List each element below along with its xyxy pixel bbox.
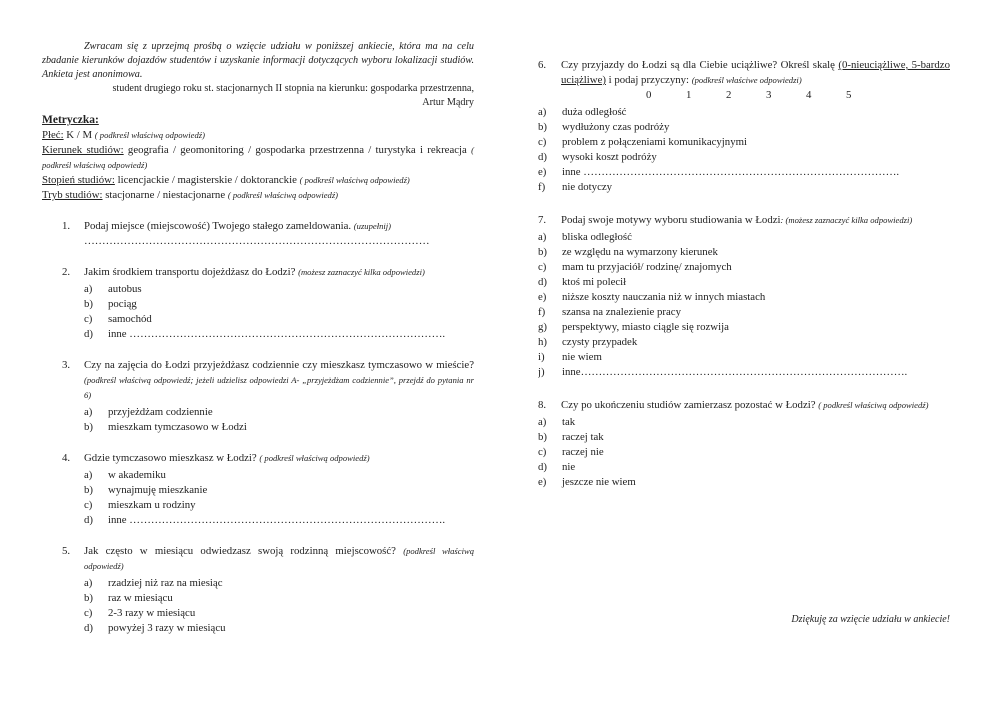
question-text: Jak często w miesiącu odwiedzasz swoją rodzinną miejscowość? bbox=[84, 545, 404, 557]
option[interactable]: d) inne ……………………………………………………………………………. bbox=[84, 514, 446, 526]
options-list bbox=[84, 405, 474, 435]
left-column bbox=[42, 40, 474, 636]
metryczka-tryb bbox=[42, 188, 474, 203]
kierunek-label: Kierunek studiów: bbox=[42, 144, 124, 156]
option[interactable]: e) jeszcze nie wiem bbox=[538, 476, 636, 488]
option[interactable]: e) inne ……………………………………………………………………………. bbox=[538, 166, 900, 178]
author-name: Artur Mądry bbox=[422, 97, 474, 108]
question-text: Podaj swoje motywy wyboru studiowania w Łodzi bbox=[561, 214, 781, 226]
option[interactable]: c) mieszkam u rodziny bbox=[84, 499, 196, 511]
question-5 bbox=[42, 544, 474, 636]
tryb-value[interactable]: stacjonarne / niestacjonarne bbox=[102, 189, 228, 201]
question-hint: ( podkreśl właściwą odpowiedź) bbox=[818, 400, 929, 410]
option[interactable]: e) niższe koszty nauczania niż w innych miastach bbox=[538, 291, 766, 303]
scale-2[interactable]: 2 bbox=[726, 89, 732, 101]
option[interactable]: h) czysty przypadek bbox=[538, 336, 638, 348]
option[interactable]: d) ktoś mi polecił bbox=[538, 276, 627, 288]
option[interactable]: b) pociąg bbox=[84, 298, 137, 310]
question-3 bbox=[42, 358, 474, 435]
thank-you-note: Dziękuję za wzięcie udziału w ankiecie! bbox=[791, 614, 950, 625]
option[interactable]: b) raczej tak bbox=[538, 431, 604, 443]
option[interactable]: c) samochód bbox=[84, 313, 152, 325]
option[interactable]: a) autobus bbox=[84, 283, 142, 295]
option[interactable]: c) 2-3 razy w miesiącu bbox=[84, 607, 196, 619]
option[interactable]: g) perspektywy, miasto ciągle się rozwija bbox=[538, 321, 729, 333]
question-number: 2. bbox=[62, 266, 71, 278]
question-7 bbox=[538, 213, 950, 380]
question-2 bbox=[42, 265, 474, 342]
question-text: Czy na zajęcia do Łodzi przyjeżdżasz codziennie czy mieszkasz tymczasowo w mieście? bbox=[84, 359, 474, 371]
options-list bbox=[538, 415, 950, 490]
option[interactable]: a) rzadziej niż raz na miesiąc bbox=[84, 577, 223, 589]
option[interactable]: b) mieszkam tymczasowo w Łodzi bbox=[84, 421, 247, 433]
kierunek-hint: ( podkreśl właściwą odpowiedź) bbox=[42, 145, 474, 170]
option[interactable]: c) problem z połączeniami komunikacyjnymi bbox=[538, 136, 747, 148]
options-list bbox=[538, 105, 950, 195]
question-number: 1. bbox=[62, 220, 71, 232]
question-number: 5. bbox=[62, 545, 71, 557]
question-text: Podaj miejsce (miejscowość) Twojego stałego zameldowania. bbox=[84, 220, 354, 232]
question-number: 8. bbox=[538, 399, 547, 411]
plec-value[interactable]: K / M bbox=[63, 129, 95, 141]
plec-label: Płeć: bbox=[42, 129, 64, 141]
question-hint: (możesz zaznaczyć kilka odpowiedzi) bbox=[298, 267, 425, 277]
scale-4[interactable]: 4 bbox=[806, 89, 812, 101]
option[interactable]: d) powyżej 3 razy w miesiącu bbox=[84, 622, 226, 634]
right-column bbox=[538, 58, 950, 490]
option[interactable]: b) raz w miesiącu bbox=[84, 592, 173, 604]
option[interactable]: a) przyjeżdżam codziennie bbox=[84, 406, 213, 418]
options-list bbox=[538, 230, 950, 380]
scale-5[interactable]: 5 bbox=[846, 89, 852, 101]
stopien-hint: ( podkreśl właściwą odpowiedź) bbox=[299, 175, 410, 185]
plec-hint: ( podkreśl właściwą odpowiedź) bbox=[94, 130, 205, 140]
option[interactable]: a) w akademiku bbox=[84, 469, 166, 481]
option[interactable]: d) inne ……………………………………………………………………………. bbox=[84, 328, 446, 340]
question-8 bbox=[538, 398, 950, 490]
question-hint: ( podkreśl właściwą odpowiedź) bbox=[259, 453, 370, 463]
answer-line[interactable]: …………………………………………………………………………………… bbox=[84, 235, 430, 247]
intro-text: Zwracam się z uprzejmą prośbą o wzięcie udziału w poniższej ankiecie, która ma na celu zbadanie kierunków dojazdów studentów i uzyskanie informacji dotyczących wyboru lokalizacji studiów. Ankieta jest anonimowa. bbox=[42, 41, 474, 80]
option[interactable]: j) inne………………………………………………………………………………. bbox=[538, 366, 908, 378]
question-text: Gdzie tymczasowo mieszkasz w Łodzi? bbox=[84, 452, 260, 464]
kierunek-value[interactable]: geografia / geomonitoring / gospodarka przestrzenna / turystyka i rekreacja bbox=[123, 144, 472, 156]
question-text-cont: i podaj przyczyny: bbox=[605, 74, 692, 86]
option[interactable]: b) ze względu na wymarzony kierunek bbox=[538, 246, 718, 258]
option[interactable]: f) szansa na znalezienie pracy bbox=[538, 306, 681, 318]
question-number: 4. bbox=[62, 452, 71, 464]
question-text: Jakim środkiem transportu dojeżdżasz do Łodzi? bbox=[84, 266, 299, 278]
scale-3[interactable]: 3 bbox=[766, 89, 772, 101]
tryb-hint: ( podkreśl właściwą odpowiedź) bbox=[227, 190, 339, 200]
options-list bbox=[84, 468, 474, 528]
intro-author-line: student drugiego roku st. stacjonarnych II stopnia na kierunku: gospodarka przestrzenna, bbox=[112, 83, 474, 94]
question-4 bbox=[42, 451, 474, 528]
rating-scale bbox=[561, 88, 950, 103]
question-text: Czy po ukończeniu studiów zamierzasz pozostać w Łodzi? bbox=[561, 399, 819, 411]
question-hint: (uzupełnij) bbox=[353, 221, 392, 231]
question-number: 7. bbox=[538, 214, 547, 226]
option[interactable]: c) mam tu przyjaciół/ rodzinę/ znajomych bbox=[538, 261, 732, 273]
question-text: Czy przyjazdy do Łodzi są dla Ciebie uciążliwe? Określ skalę bbox=[561, 59, 839, 71]
option[interactable]: d) wysoki koszt podróży bbox=[538, 151, 657, 163]
option[interactable]: d) nie bbox=[538, 461, 576, 473]
stopien-label: Stopień studiów: bbox=[42, 174, 115, 186]
question-1 bbox=[42, 219, 474, 249]
stopien-value[interactable]: licencjackie / magisterskie / doktoranckie bbox=[114, 174, 300, 186]
question-number: 6. bbox=[538, 59, 547, 71]
option[interactable]: c) raczej nie bbox=[538, 446, 604, 458]
option[interactable]: f) nie dotyczy bbox=[538, 181, 613, 193]
scale-1[interactable]: 1 bbox=[686, 89, 692, 101]
tryb-label: Tryb studiów: bbox=[42, 189, 103, 201]
question-6 bbox=[538, 58, 950, 195]
option[interactable]: a) bliska odległość bbox=[538, 231, 632, 243]
question-hint: : (możesz zaznaczyć kilka odpowiedzi) bbox=[780, 215, 913, 225]
metryczka-plec bbox=[42, 128, 474, 143]
question-number: 3. bbox=[62, 359, 71, 371]
metryczka-title: Metryczka: bbox=[42, 114, 99, 126]
option[interactable]: a) tak bbox=[538, 416, 576, 428]
question-hint: (podkreśl właściwe odpowiedzi) bbox=[691, 75, 802, 85]
metryczka-stopien bbox=[42, 173, 474, 188]
options-list bbox=[84, 282, 474, 342]
option[interactable]: b) wydłużony czas podróży bbox=[538, 121, 670, 133]
option[interactable]: b) wynajmuję mieszkanie bbox=[84, 484, 208, 496]
scale-0[interactable]: 0 bbox=[646, 89, 652, 101]
question-hint: (podkreśl właściwą odpowiedź) bbox=[84, 546, 475, 571]
scale-description: (0-nieuciążliwe, 5-bardzo uciążliwe) bbox=[561, 59, 950, 86]
option[interactable]: a) duża odległość bbox=[538, 106, 627, 118]
option[interactable]: i) nie wiem bbox=[538, 351, 602, 363]
metryczka-kierunek bbox=[42, 143, 474, 173]
options-list bbox=[84, 576, 474, 636]
question-hint: (podkreśl właściwą odpowiedź; jeżeli udzielisz odpowiedzi A- „przyjeżdżam codziennie”, przejdź do pytania nr 6) bbox=[84, 375, 474, 400]
